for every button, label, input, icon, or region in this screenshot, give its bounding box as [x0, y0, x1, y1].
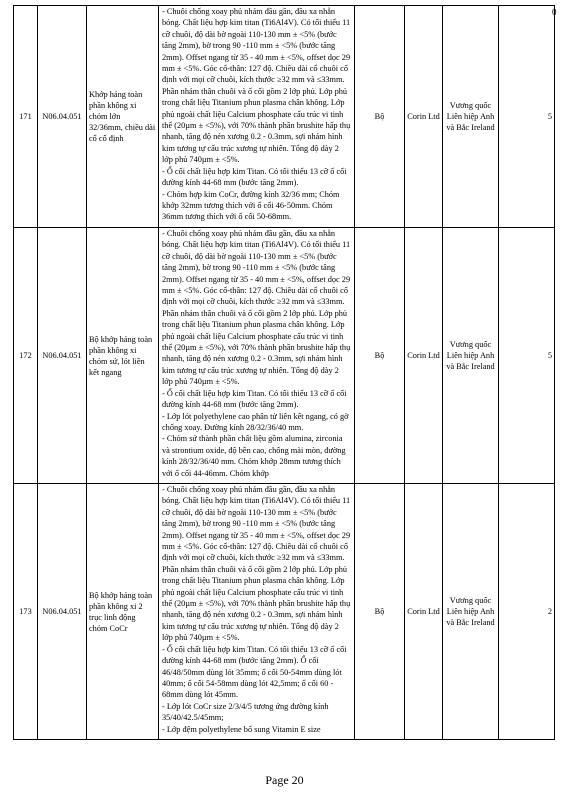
manufacturer: Corin Ltd: [405, 6, 443, 228]
product-spec: [159, 228, 355, 484]
product-spec: [159, 484, 355, 740]
spec-line: - Chỏm hợp kim CoCr, đường kính 32/36 mm; Chỏm khớp 32mm tương thích với ổ cối 46-50mm. Chỏm 36mm tương thích với ổ cối 50-68mm.: [162, 189, 340, 222]
manufacturer: Corin Ltd: [405, 228, 443, 484]
row-number: 172: [14, 228, 38, 484]
spec-line: - Lớp lót CoCr size 2/3/4/5 tương ứng đường kính 35/40/42.5/45mm;: [162, 701, 329, 723]
unit: Bộ: [355, 484, 405, 740]
spec-line: - Chuôi chống xoay phủ nhám đầu gần, đầu xa nhẵn bóng. Chất liệu hợp kim titan (Ti6Al4V). Có tối thiểu 11 cỡ chuôi, độ dài bờ ngoài 110-130 mm ± <5% (bước tăng 2mm), bờ trong 90 -110 mm ± <5% (bước tăng 2mm). Offset ngang từ 35 - 40 mm ± <5%, offset dọc 29 mm ± <5%. Góc cổ-thân: 127 độ. Chiều dài cổ chuôi cố định với mọi cỡ chuôi, kích thước ≥32 mm và ≤33mm. Phần nhám thân chuôi và ổ cối gồm 2 lớp phủ. Lớp phủ trong chất liệu Titanium phun plasma chân không. Lớp phủ ngoài chất liệu Calcium phosphate cấu trúc vi tinh thể (20µm ± <5%), với 70% thành phần brushite hấp thụ nhanh, tăng độ nén xương 0.2 - 0.3mm, sợi nhám hình kim tương tự cấu trúc xương tự nhiên. Tổng độ dày 2 lớp phủ 740µm ± <5%.: [162, 229, 351, 387]
product-spec: [159, 6, 355, 228]
product-code: N06.04.051: [38, 228, 87, 484]
spec-line: - Chuôi chống xoay phủ nhám đầu gần, đầu xa nhẵn bóng. Chất liệu hợp kim titan (Ti6Al4V). Có tối thiểu 11 cỡ chuôi, độ dài bờ ngoài 110-130 mm ± <5% (bước tăng 2mm), bờ trong 90 -110 mm ± <5% (bước tăng 2mm). Offset ngang từ 35 - 40 mm ± <5%, offset dọc 29 mm ± <5%. Góc cổ-thân: 127 độ. Chiều dài cổ chuôi cố định với mọi cỡ chuôi, kích thước ≥32 mm và ≤33mm. Phần nhám thân chuôi và ổ cối gồm 2 lớp phủ. Lớp phủ trong chất liệu Titanium phun plasma chân không. Lớp phủ ngoài chất liệu Calcium phosphate cấu trúc vi tinh thể (20µm ± <5%), với 70% thành phần brushite hấp thụ nhanh, tăng độ nén xương 0.2 - 0.3mm, sợi nhám hình kim tương tự cấu trúc xương tự nhiên. Tổng độ dày 2 lớp phủ 740µm ± <5%.: [162, 7, 351, 165]
manufacturer: Corin Ltd: [405, 484, 443, 740]
quantity: 5: [499, 228, 555, 484]
row-number: 171: [14, 6, 38, 228]
spec-line: - Lớp lót polyethylene cao phân tử liên kết ngang, có gờ chống xoay. Đường kính 28/32/36/40 mm.: [162, 411, 349, 432]
page-edge-mark: 0: [552, 7, 557, 17]
quantity: 5: [499, 6, 555, 228]
product-code: N06.04.051: [38, 6, 87, 228]
unit: Bộ: [355, 6, 405, 228]
product-name: Bộ khớp háng toàn phần không xi 2 trục linh động chỏm CoCr: [87, 484, 159, 740]
unit: Bộ: [355, 228, 405, 484]
origin-country: Vương quốc Liên hiệp Anh và Bắc Ireland: [443, 228, 499, 484]
quantity: 2: [499, 484, 555, 740]
table-row: [14, 6, 555, 228]
product-name: Bộ khớp háng toàn phần không xi chỏm sứ, lót liền kết ngang: [87, 228, 159, 484]
table-row: [14, 228, 555, 484]
spec-line: - Chỏm sứ thành phần chất liệu gồm alumina, zirconia và strontium oxide, độ bền cao, chống mài mòn, đường kính 28/32/36/40 mm. Chỏm khớp 28mm tương thích với ổ cối 44-46mm. Chỏm khớp: [162, 434, 346, 478]
page-number: Page 20: [265, 773, 304, 787]
origin-country: Vương quốc Liên hiệp Anh và Bắc Ireland: [443, 6, 499, 228]
origin-country: Vương quốc Liên hiệp Anh và Bắc Ireland: [443, 484, 499, 740]
product-code: N06.04.051: [38, 484, 87, 740]
table-row: [14, 484, 555, 740]
spec-line: - Ổ cối chất liệu hợp kim Titan. Có tối thiểu 13 cỡ ổ cối đường kính 44-68 mm (bước tăng 2mm).: [162, 388, 347, 410]
spec-line: - Lớp đệm polyethylene bổ sung Vitamin E size: [162, 724, 321, 734]
spec-line: - Ổ cối chất liệu hợp kim Titan. Có tối thiểu 13 cỡ ổ cối đường kính 44-68 mm (bước tăng 2mm). Ổ cối 46/48/50mm dùng lót 35mm; ổ cối 50-54mm dùng lót 40mm; ổ cối 54-58mm dùng lót 42,5mm; ổ cối 60 - 68mm dùng lót 45mm.: [162, 644, 347, 700]
row-number: 173: [14, 484, 38, 740]
product-name: Khớp háng toàn phần không xi chỏm lớn 32/36mm, chiều dài cổ cố định: [87, 6, 159, 228]
product-table: [13, 5, 555, 740]
spec-line: - Chuôi chống xoay phủ nhám đầu gần, đầu xa nhẵn bóng. Chất liệu hợp kim titan (Ti6Al4V). Có tối thiểu 11 cỡ chuôi, độ dài bờ ngoài 110-130 mm ± <5% (bước tăng 2mm), bờ trong 90 -110 mm ± <5% (bước tăng 2mm). Offset ngang từ 35 - 40 mm ± <5%, offset dọc 29 mm ± <5%. Góc cổ-thân: 127 độ. Chiều dài cổ chuôi cố định với mọi cỡ chuôi, kích thước ≥32 mm và ≤33mm. Phần nhám thân chuôi và ổ cối gồm 2 lớp phủ. Lớp phủ trong chất liệu Titanium phun plasma chân không. Lớp phủ ngoài chất liệu Calcium phosphate cấu trúc vi tinh thể (20µm ± <5%), với 70% thành phần brushite hấp thụ nhanh, tăng độ nén xương 0.2 - 0.3mm, sợi nhám hình kim tương tự cấu trúc xương tự nhiên. Tổng độ dày 2 lớp phủ 740µm ± <5%.: [162, 485, 351, 643]
spec-line: - Ổ cối chất liệu hợp kim Titan. Có tối thiểu 13 cỡ ổ cối đường kính 44-68 mm (bước tăng 2mm).: [162, 166, 347, 188]
